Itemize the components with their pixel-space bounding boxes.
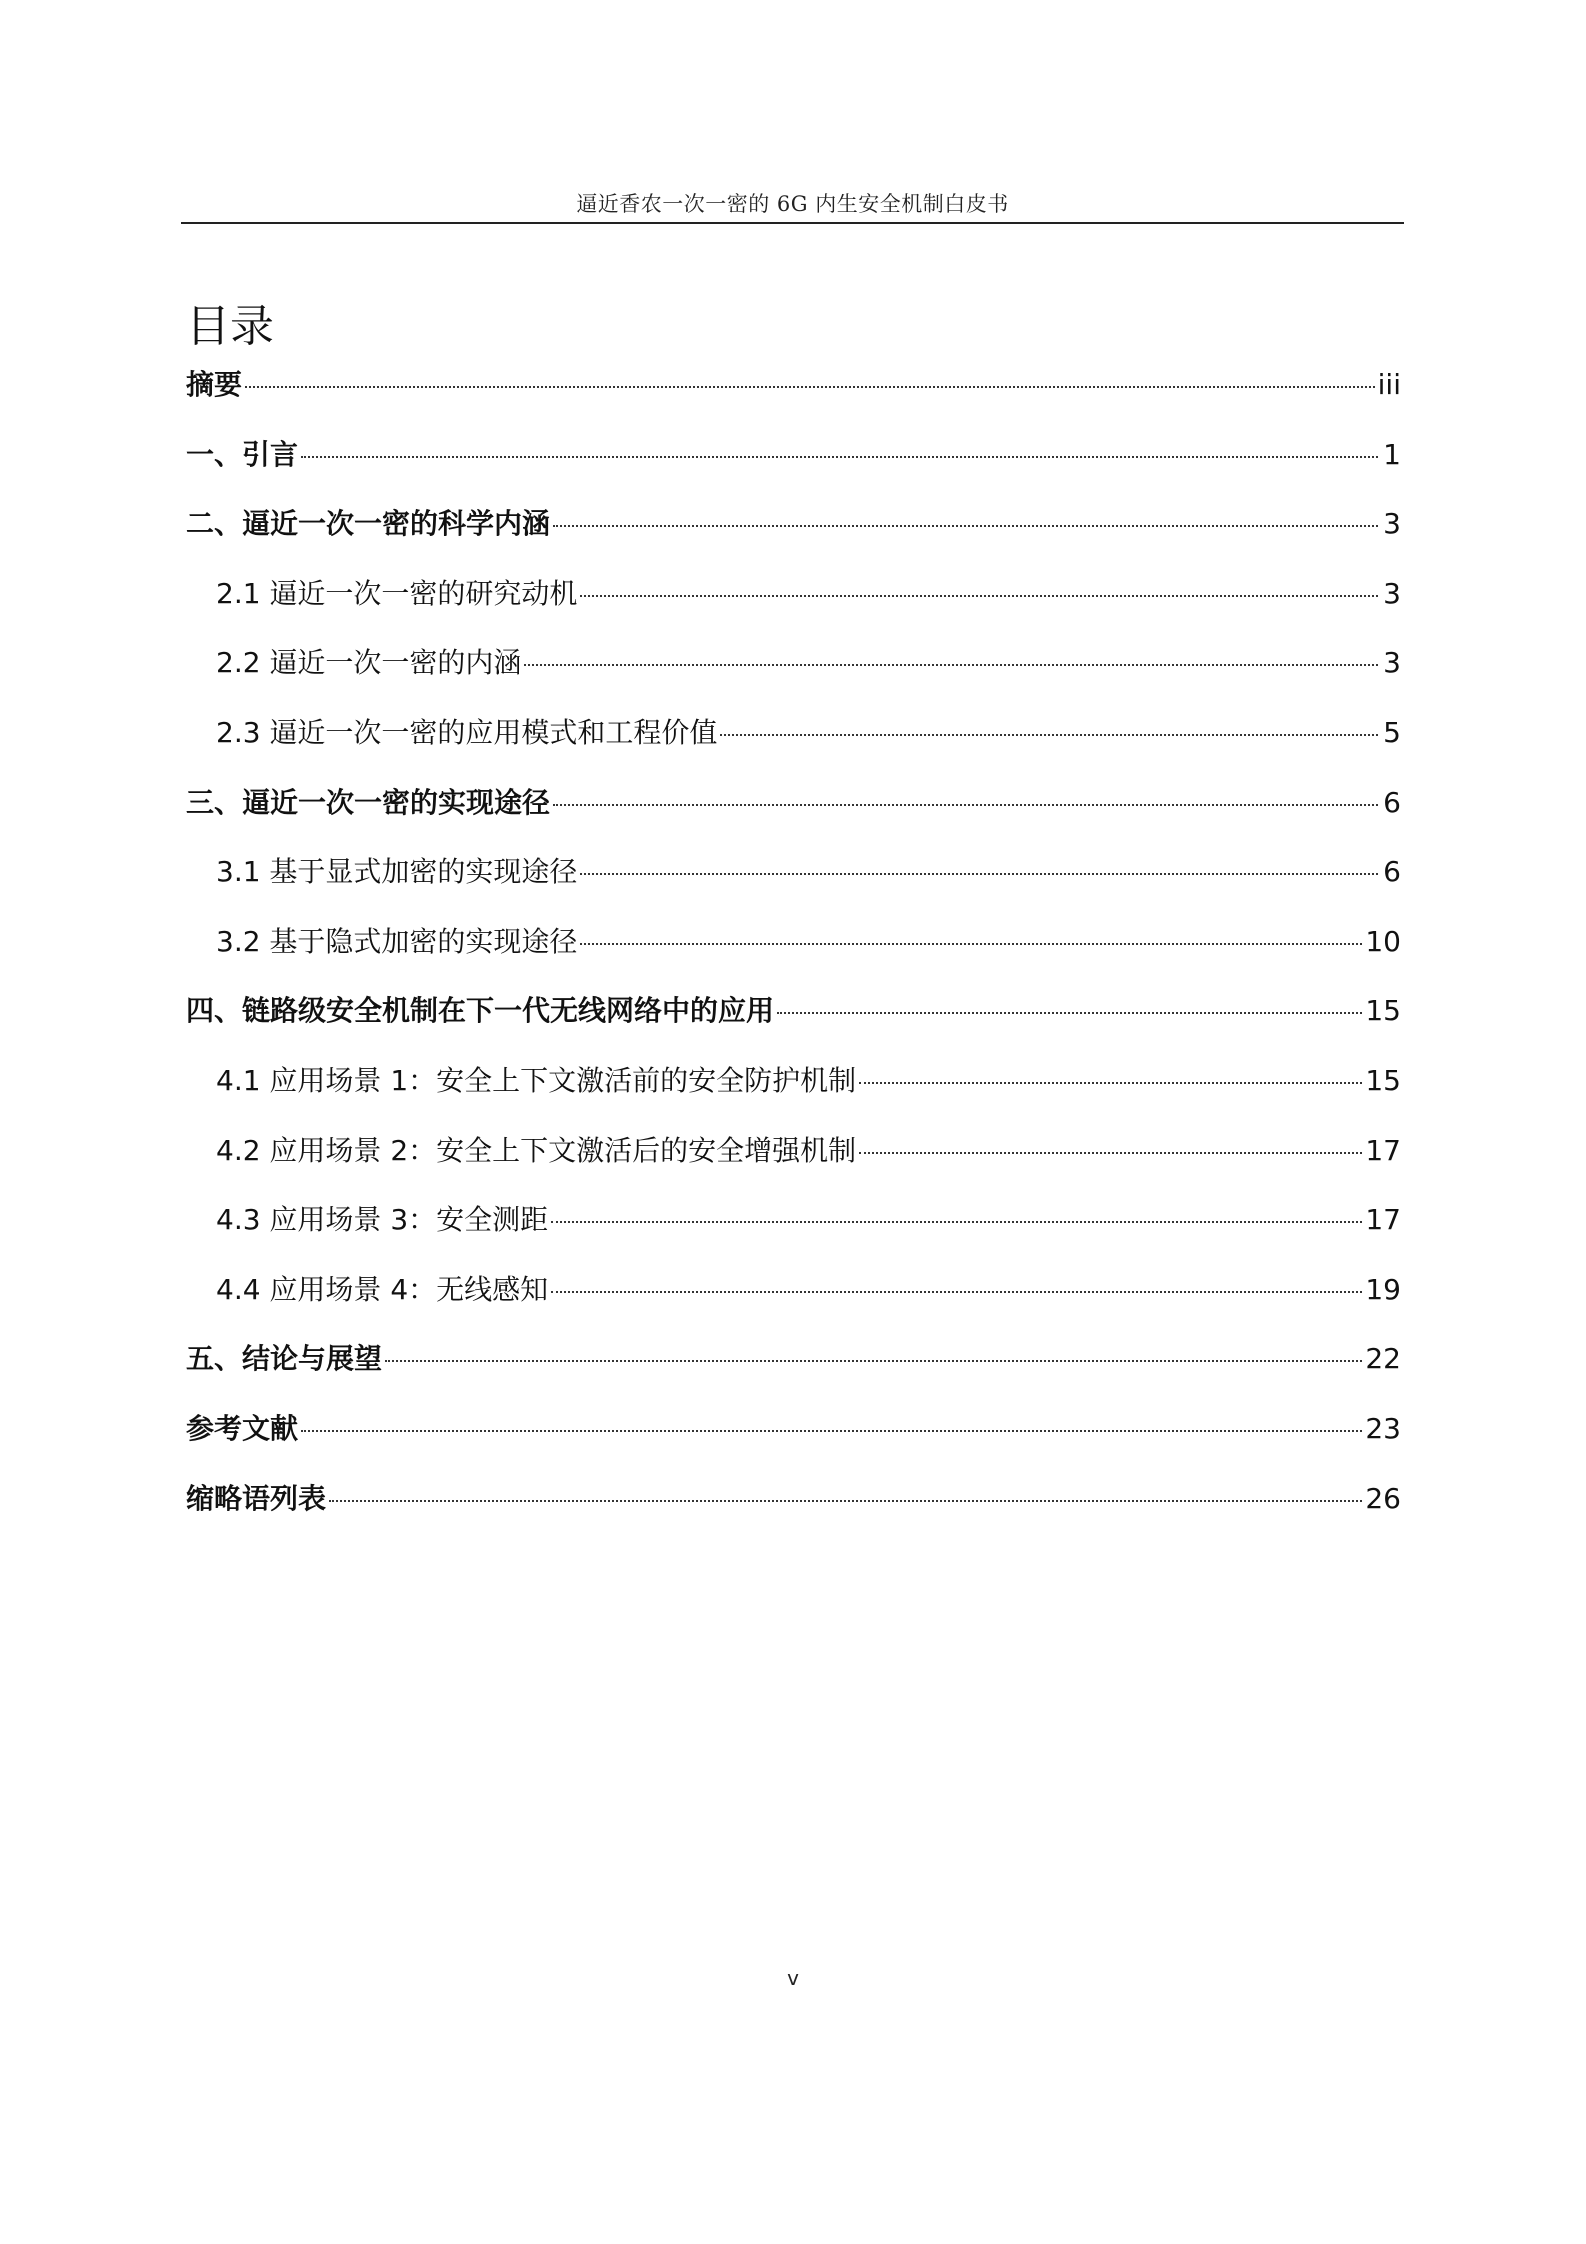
toc-entry-page: 1 [1383,437,1401,471]
toc-leader-dots [777,1012,1362,1014]
toc-entry-label: 2.2 逼近一次一密的内涵 [216,646,522,680]
toc-entry-label: 3.2 基于隐式加密的实现途径 [216,924,578,958]
toc-entry-page: 22 [1365,1342,1401,1376]
toc-leader-dots [553,525,1378,527]
header-rule [181,222,1404,224]
toc-entry-chapter-2[interactable] [186,494,1401,564]
toc-entry-page: 5 [1383,715,1401,749]
running-header: 逼近香农一次一密的 6G 内生安全机制白皮书 [576,192,1009,216]
toc-entry-label: 3.1 基于显式加密的实现途径 [216,855,578,889]
toc-entry-chapter-5[interactable] [186,1329,1401,1399]
toc-entry-page: 15 [1365,1063,1401,1097]
toc-entry-page: 10 [1365,924,1401,958]
toc-leader-dots [859,1152,1362,1154]
toc-entry-section-2-3[interactable] [186,703,1401,773]
toc-entry-references[interactable] [186,1399,1401,1469]
toc-entry-page: 17 [1365,1203,1401,1237]
toc-entry-page: 26 [1365,1481,1401,1515]
toc-entry-abstract[interactable] [186,355,1401,425]
toc-entry-section-4-2[interactable] [186,1121,1401,1191]
toc-leader-dots [580,595,1378,597]
toc-leader-dots [580,943,1362,945]
toc-leader-dots [551,1291,1362,1293]
toc-leader-dots [524,664,1378,666]
toc-entry-label: 二、逼近一次一密的科学内涵 [186,507,551,541]
toc-leader-dots [859,1082,1362,1084]
toc-entry-page: 15 [1365,994,1401,1028]
toc-entry-page: 19 [1365,1272,1401,1306]
toc-entry-page: 23 [1365,1411,1401,1445]
page-number: v [787,1966,799,1990]
toc-leader-dots [580,873,1378,875]
toc-leader-dots [385,1360,1362,1362]
toc-leader-dots [551,1221,1362,1223]
toc-entry-abbreviations[interactable] [186,1469,1401,1539]
toc-entry-label: 缩略语列表 [186,1481,327,1515]
toc-entry-label: 4.2 应用场景 2：安全上下文激活后的安全增强机制 [216,1133,857,1167]
toc-entry-page: 3 [1383,576,1401,610]
toc-leader-dots [301,1430,1362,1432]
toc-entry-page: 17 [1365,1133,1401,1167]
toc-entry-section-3-1[interactable] [186,842,1401,912]
toc-entry-page: 6 [1383,855,1401,889]
toc-entry-label: 参考文献 [186,1411,299,1445]
toc-entry-page: 6 [1383,785,1401,819]
toc-entry-introduction[interactable] [186,425,1401,495]
toc-entry-label: 三、逼近一次一密的实现途径 [186,785,551,819]
toc-leader-dots [553,804,1378,806]
toc-entry-label: 4.3 应用场景 3：安全测距 [216,1203,549,1237]
toc-entry-section-4-1[interactable] [186,1051,1401,1121]
table-of-contents [186,355,1401,1538]
toc-entry-label: 五、结论与展望 [186,1342,383,1376]
toc-entry-section-2-1[interactable] [186,564,1401,634]
toc-leader-dots [720,734,1378,736]
toc-entry-label: 摘要 [186,368,243,401]
toc-entry-label: 一、引言 [186,437,299,471]
toc-entry-section-3-2[interactable] [186,912,1401,982]
toc-entry-chapter-4[interactable] [186,981,1401,1051]
toc-entry-section-4-3[interactable] [186,1190,1401,1260]
toc-entry-label: 2.1 逼近一次一密的研究动机 [216,576,578,610]
toc-entry-section-4-4[interactable] [186,1260,1401,1330]
toc-entry-label: 四、链路级安全机制在下一代无线网络中的应用 [186,994,775,1028]
toc-entry-label: 4.1 应用场景 1：安全上下文激活前的安全防护机制 [216,1063,857,1097]
toc-entry-label: 4.4 应用场景 4：无线感知 [216,1272,549,1306]
toc-entry-section-2-2[interactable] [186,633,1401,703]
toc-leader-dots [245,386,1375,388]
toc-entry-label: 2.3 逼近一次一密的应用模式和工程价值 [216,715,718,749]
toc-entry-page: 3 [1383,646,1401,680]
toc-title: 目录 [186,301,274,352]
toc-entry-page: iii [1377,368,1401,401]
toc-leader-dots [329,1500,1362,1502]
toc-entry-page: 3 [1383,507,1401,541]
toc-entry-chapter-3[interactable] [186,773,1401,843]
toc-leader-dots [301,456,1378,458]
